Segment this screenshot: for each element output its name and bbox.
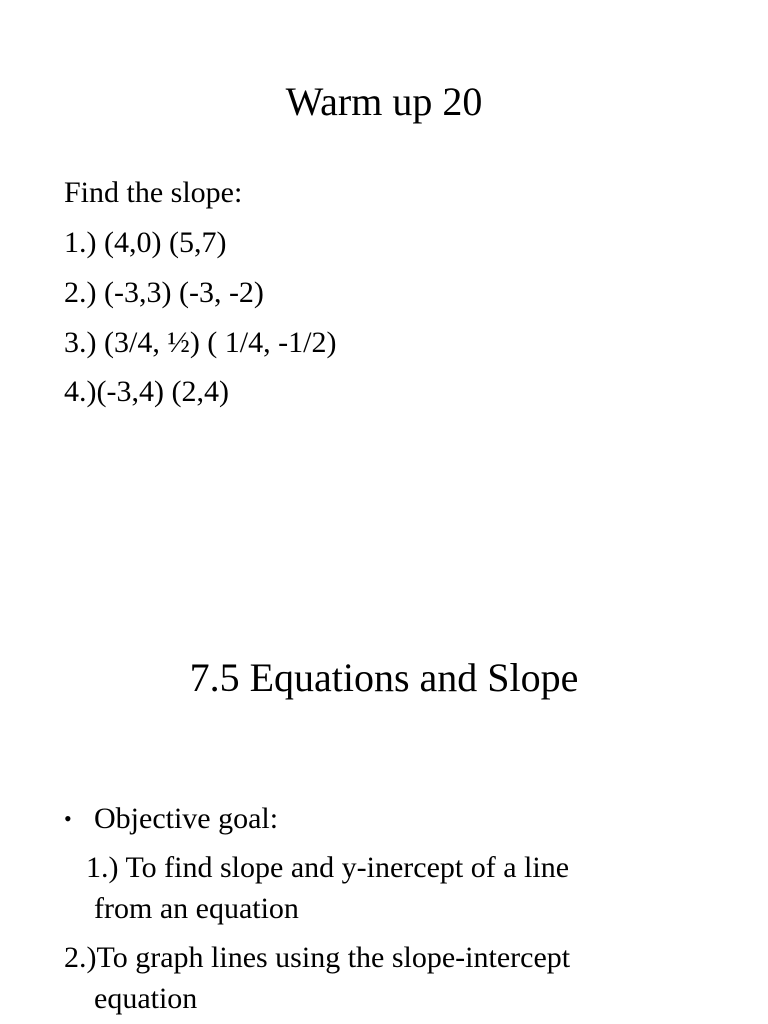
objective-2: 2.)To graph lines using the slope-intercept: [64, 941, 571, 974]
objective-1-continued: from an equation: [94, 892, 299, 925]
problem-4: 4.)(-3,4) (2,4): [64, 375, 229, 408]
slide-title: Warm up 20: [285, 79, 483, 124]
problem-1: 1.) (4,0) (5,7): [64, 226, 227, 259]
prompt-line: Find the slope:: [64, 176, 243, 209]
slide-title: 7.5 Equations and Slope: [189, 655, 579, 700]
slide-equations-and-slope: [0, 512, 768, 1024]
bullet-icon: •: [64, 806, 72, 831]
problem-2: 2.) (-3,3) (-3, -2): [64, 276, 264, 309]
objective-1: 1.) To find slope and y-inercept of a line: [86, 851, 570, 884]
problem-3: 3.) (3/4, ½) ( 1/4, -1/2): [64, 326, 337, 359]
objective-heading: Objective goal:: [94, 802, 279, 835]
objective-2-continued: equation: [94, 982, 198, 1015]
